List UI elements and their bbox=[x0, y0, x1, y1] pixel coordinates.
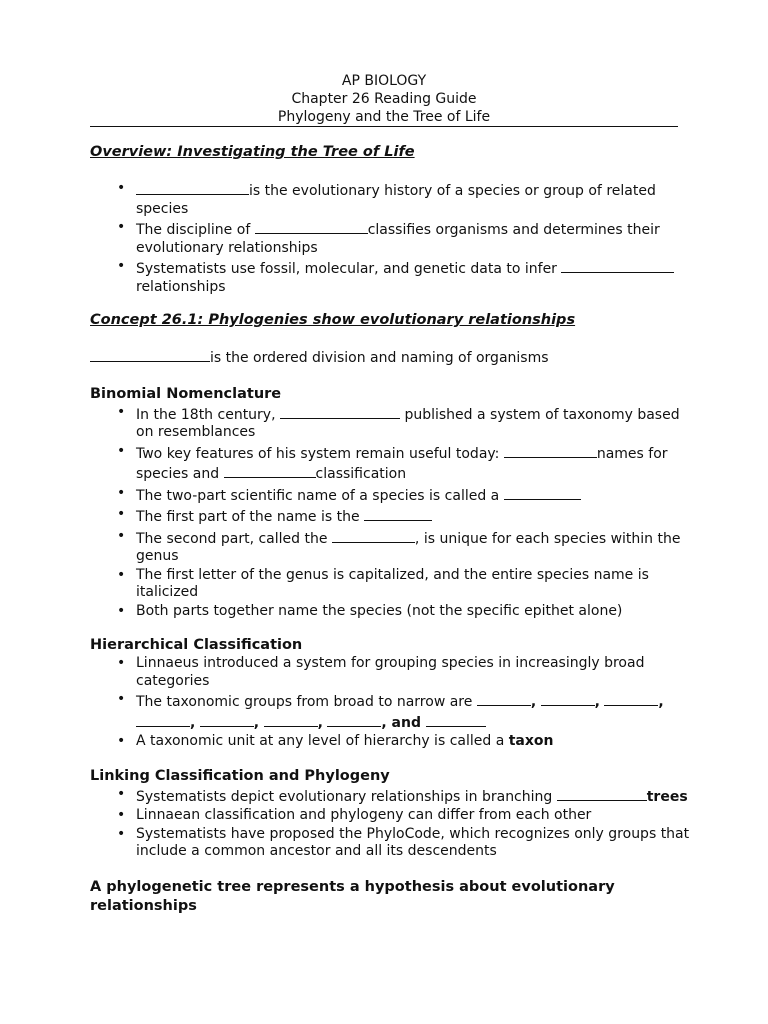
fill-blank bbox=[90, 347, 210, 362]
list-item: • The second part, called the , is unique for each species within the genus bbox=[136, 528, 690, 566]
list-item: • Linnaeus introduced a system for grouping species in increasingly broad categories bbox=[136, 655, 690, 690]
fill-blank bbox=[264, 712, 318, 727]
list-item: • The first part of the name is the bbox=[136, 506, 690, 527]
linking-heading: Linking Classification and Phylogeny bbox=[90, 767, 390, 784]
topic-title: Phylogeny and the Tree of Life bbox=[277, 109, 491, 125]
list-item: • Systematists have proposed the PhyloCode, which recognizes only groups that include a common ancestor and all its descendents bbox=[136, 826, 690, 861]
concept-heading: Concept 26.1: Phylogenies show evolutionary relationships bbox=[90, 312, 576, 328]
overview-heading: Overview: Investigating the Tree of Life bbox=[90, 144, 415, 160]
fill-blank bbox=[604, 691, 658, 706]
fill-blank bbox=[136, 180, 249, 195]
fill-blank bbox=[541, 691, 595, 706]
linking-list bbox=[90, 786, 690, 861]
header-rule bbox=[90, 126, 678, 127]
course-title: AP BIOLOGY bbox=[341, 73, 427, 89]
hypothesis-heading: A phylogenetic tree represents a hypothesis about evolutionary relationships bbox=[90, 878, 615, 914]
list-item: • The discipline of classifies organisms and determines their evolutionary relationships bbox=[136, 219, 690, 257]
hierarchical-heading: Hierarchical Classification bbox=[90, 637, 303, 653]
list-item: • Both parts together name the species (not the specific epithet alone) bbox=[136, 603, 690, 621]
fill-blank bbox=[224, 463, 316, 478]
list-item: • The first letter of the genus is capitalized, and the entire species name is italicized bbox=[136, 567, 690, 602]
fill-blank bbox=[136, 712, 190, 727]
taxonomy-line: is the ordered division and naming of organisms bbox=[90, 347, 690, 368]
fill-blank bbox=[557, 786, 647, 801]
list-item: • A taxonomic unit at any level of hierarchy is called a taxon bbox=[136, 733, 690, 751]
document-header bbox=[90, 72, 678, 126]
overview-list bbox=[90, 180, 690, 296]
worksheet-content bbox=[90, 143, 690, 916]
binomial-heading: Binomial Nomenclature bbox=[90, 385, 282, 402]
list-item: • In the 18th century, published a system of taxonomy based on resemblances bbox=[136, 404, 690, 442]
fill-blank bbox=[364, 506, 432, 521]
fill-blank bbox=[200, 712, 254, 727]
fill-blank bbox=[504, 485, 581, 500]
list-item: • The taxonomic groups from broad to narrow are , , , , , , , and bbox=[136, 691, 690, 732]
list-item: • Systematists use fossil, molecular, and genetic data to infer relationships bbox=[136, 258, 690, 296]
fill-blank bbox=[280, 404, 400, 419]
fill-blank bbox=[561, 258, 674, 273]
fill-blank bbox=[426, 712, 486, 727]
list-item: • The two-part scientific name of a species is called a bbox=[136, 485, 690, 506]
list-item: • is the evolutionary history of a species or group of related species bbox=[136, 180, 690, 218]
fill-blank bbox=[327, 712, 381, 727]
fill-blank bbox=[332, 528, 415, 543]
list-item: • Systematists depict evolutionary relationships in branching trees bbox=[136, 786, 690, 807]
fill-blank bbox=[255, 219, 368, 234]
fill-blank bbox=[477, 691, 531, 706]
list-item: • Linnaean classification and phylogeny can differ from each other bbox=[136, 807, 690, 825]
fill-blank bbox=[504, 443, 597, 458]
hierarchical-list bbox=[90, 655, 690, 751]
binomial-list bbox=[90, 404, 690, 621]
chapter-title: Chapter 26 Reading Guide bbox=[291, 91, 477, 107]
list-item: • Two key features of his system remain useful today: names for species and classification bbox=[136, 443, 690, 484]
